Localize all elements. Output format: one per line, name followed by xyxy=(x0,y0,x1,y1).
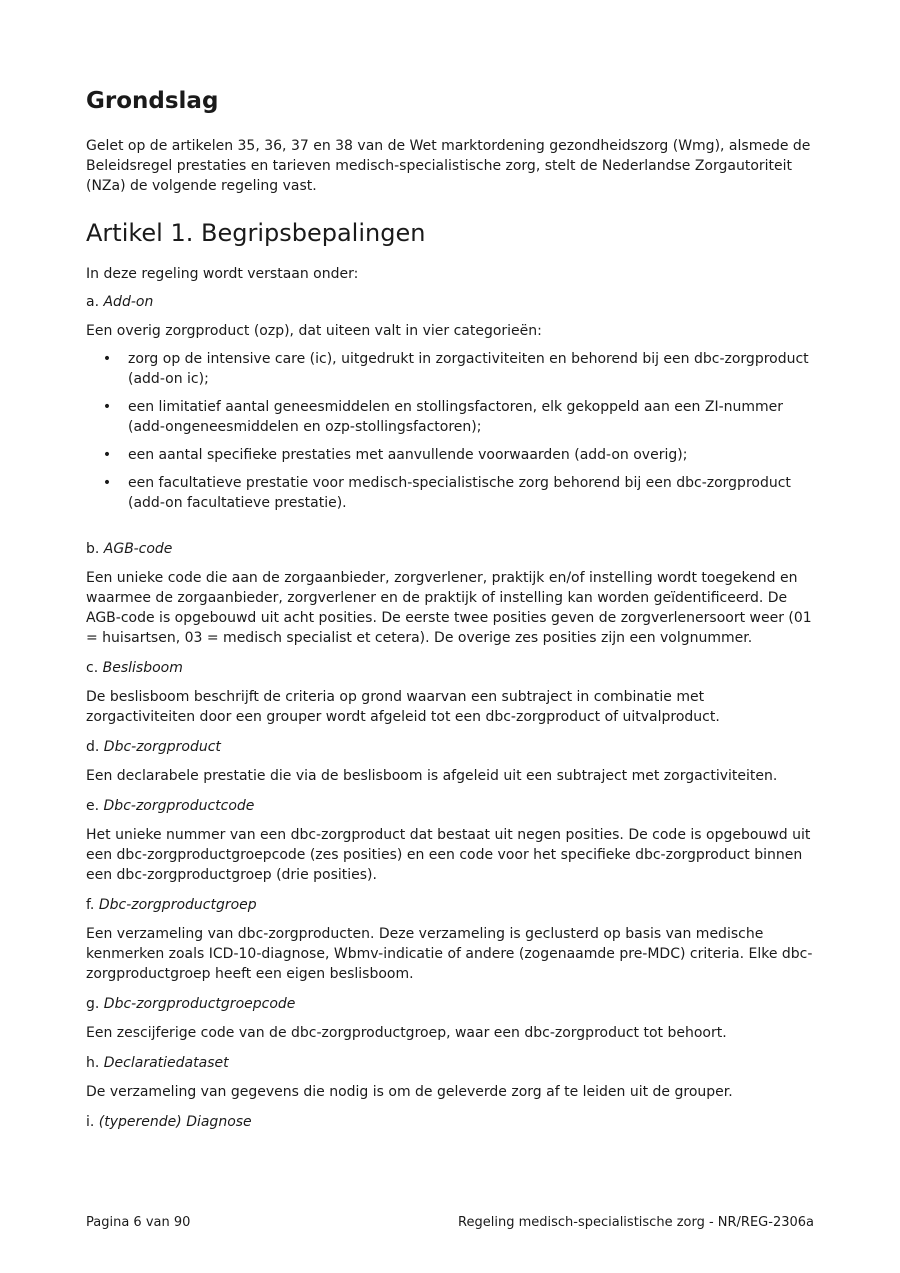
list-item xyxy=(86,397,814,437)
term-definition: Het unieke nummer van een dbc-zorgproduct dat bestaat uit negen posities. De code is opgebouwd uit een dbc-zorgproductgroepcode (zes posities) en een code voor het specifieke dbc-zorgproduct binnen een dbc-zorgproductgroep (drie posities). xyxy=(86,827,811,883)
term-definition: Een unieke code die aan de zorgaanbieder, zorgverlener, praktijk en/of instelling wordt toegekend en waarmee de zorgaanbieder, zorgverlener en de praktijk of instelling kan worden geïdentificeerd. De AGB-code is opgebouwd uit acht posities. De eerste twee posities geven de zorgverlenersoort weer (01 = huisartsen, 03 = medisch specialist et cetera). De overige zes posities zijn een volgnummer. xyxy=(86,570,812,646)
term-letter: e. xyxy=(86,798,100,814)
list-item xyxy=(86,349,814,389)
term-letter: b. xyxy=(86,541,100,557)
list-item xyxy=(86,445,814,465)
document-reference: Regeling medisch-specialistische zorg - NR/REG-2306a xyxy=(458,1215,814,1230)
term-definition: Een zescijferige code van de dbc-zorgproductgroep, waar een dbc-zorgproduct tot behoort. xyxy=(86,1025,727,1041)
article-lead: In deze regeling wordt verstaan onder: xyxy=(86,266,359,282)
term-name: AGB-code xyxy=(103,541,173,557)
term-letter: g. xyxy=(86,996,100,1012)
article-title: Artikel 1. Begripsbepalingen xyxy=(86,219,426,247)
list-item xyxy=(86,473,814,513)
page-footer xyxy=(86,1214,814,1232)
term-name: Dbc-zorgproduct xyxy=(103,739,221,755)
term-definition: Een verzameling van dbc-zorgproducten. Deze verzameling is geclusterd op basis van medische kenmerken zoals ICD-10-diagnose, Wbmv-indicatie of andere (zogenaamde pre-MDC) criteria. Elke dbc-zorgproductgroep heeft een eigen beslisboom. xyxy=(86,926,813,982)
section-heading: Grondslag xyxy=(86,88,219,114)
bullet-list xyxy=(86,349,814,513)
document-page xyxy=(86,86,814,1141)
term-heading xyxy=(86,994,814,1014)
page-number: Pagina 6 van 90 xyxy=(86,1215,191,1230)
term-name: Dbc-zorgproductcode xyxy=(103,798,255,814)
term-definition: De verzameling van gegevens die nodig is om de geleverde zorg af te leiden uit de grouper. xyxy=(86,1084,733,1100)
list-item-text: zorg op de intensive care (ic), uitgedrukt in zorgactiviteiten en behorend bij een dbc-zorgproduct (add-on ic); xyxy=(128,351,809,387)
term-letter: d. xyxy=(86,739,100,755)
term-definition: Een overig zorgproduct (ozp), dat uiteen valt in vier categorieën: xyxy=(86,323,542,339)
bullet-icon: • xyxy=(102,399,112,415)
term-name: Declaratiedataset xyxy=(103,1055,229,1071)
term-heading xyxy=(86,1053,814,1073)
term-name: Beslisboom xyxy=(102,660,183,676)
term-name: Dbc-zorgproductgroepcode xyxy=(103,996,296,1012)
term-name: Dbc-zorgproductgroep xyxy=(98,897,257,913)
term-letter: h. xyxy=(86,1055,100,1071)
list-item-text: een aantal specifieke prestaties met aanvullende voorwaarden (add-on overig); xyxy=(128,447,688,463)
term-heading xyxy=(86,539,814,559)
term-heading xyxy=(86,895,814,915)
bullet-icon: • xyxy=(102,475,112,491)
term-name: (typerende) Diagnose xyxy=(98,1114,252,1130)
list-item-text: een limitatief aantal geneesmiddelen en stollingsfactoren, elk gekoppeld aan een ZI-nummer (add-ongeneesmiddelen en ozp-stollingsfactoren); xyxy=(128,399,784,435)
intro-paragraph: Gelet op de artikelen 35, 36, 37 en 38 van de Wet marktordening gezondheidszorg (Wmg), alsmede de Beleidsregel prestaties en tarieven medisch-specialistische zorg, stelt de Nederlandse Zorgautoriteit (NZa) de volgende regeling vast. xyxy=(86,138,811,194)
term-heading xyxy=(86,796,814,816)
term-definition: De beslisboom beschrijft de criteria op grond waarvan een subtraject in combinatie met zorgactiviteiten door een grouper wordt afgeleid tot een dbc-zorgproduct of uitvalproduct. xyxy=(86,689,720,725)
term-heading xyxy=(86,737,814,757)
term-letter: c. xyxy=(86,660,99,676)
bullet-icon: • xyxy=(102,351,112,367)
bullet-icon: • xyxy=(102,447,112,463)
term-name: Add-on xyxy=(103,294,154,310)
term-heading xyxy=(86,1112,814,1132)
list-item-text: een facultatieve prestatie voor medisch-specialistische zorg behorend bij een dbc-zorgproduct (add-on facultatieve prestatie). xyxy=(128,475,791,511)
term-heading xyxy=(86,292,814,312)
term-letter: a. xyxy=(86,294,100,310)
term-heading xyxy=(86,658,814,678)
term-letter: f. xyxy=(86,897,95,913)
term-letter: i. xyxy=(86,1114,95,1130)
term-definition: Een declarabele prestatie die via de beslisboom is afgeleid uit een subtraject met zorgactiviteiten. xyxy=(86,768,778,784)
